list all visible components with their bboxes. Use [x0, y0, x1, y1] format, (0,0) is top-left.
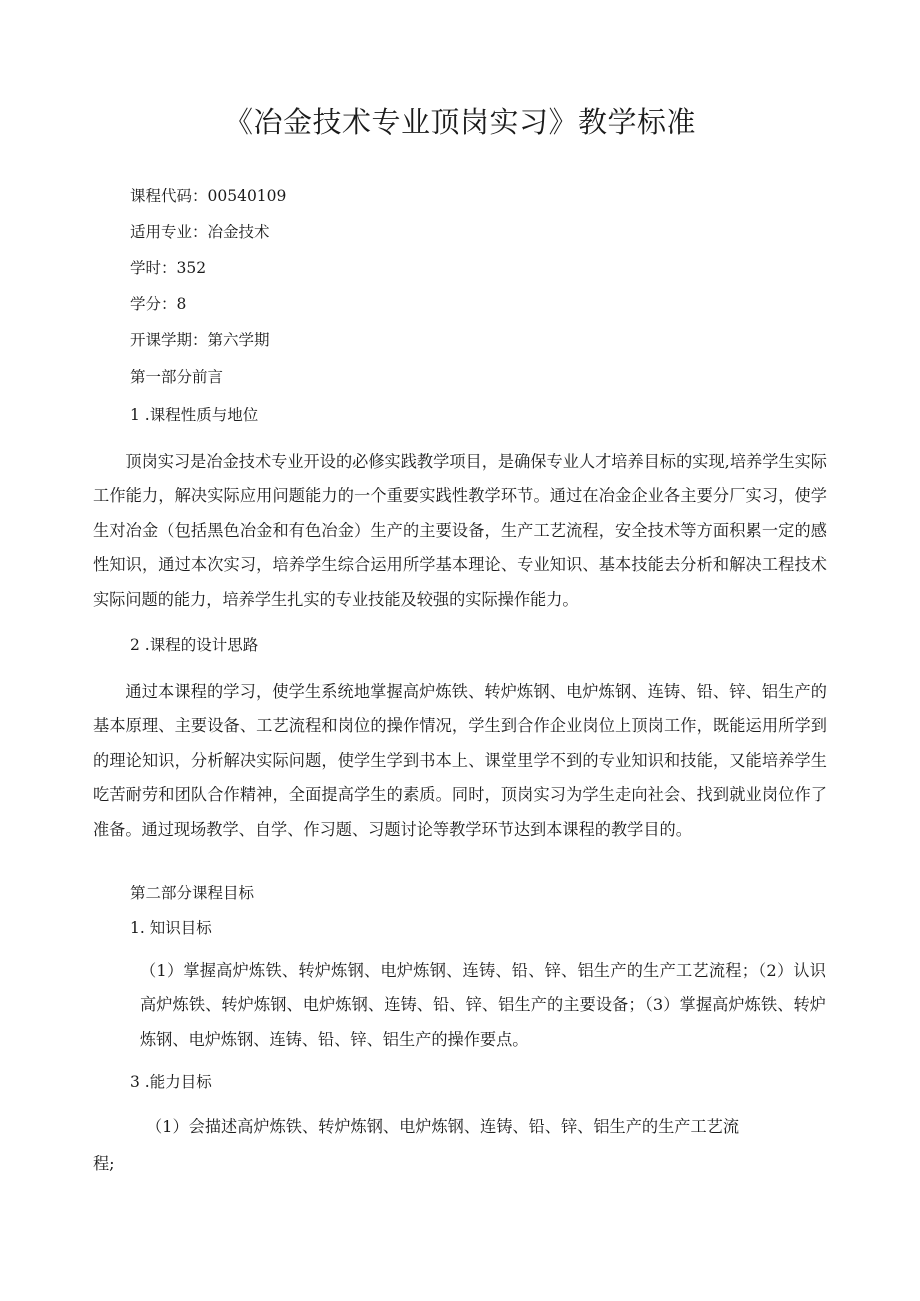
section1-heading: 1 .课程性质与地位 [130, 406, 259, 424]
section2-heading: 2 .课程的设计思路 [130, 636, 259, 654]
part1-heading: 第一部分前言 [130, 368, 224, 386]
part2-heading: 第二部分课程目标 [130, 884, 255, 902]
semester: 开课学期：第六学期 [130, 331, 270, 349]
class-hours: 学时：352 [130, 259, 207, 277]
course-nature-paragraph: 顶岗实习是冶金技术专业开设的必修实践教学项目，是确保专业人才培养目标的实现,培养学生实际工作能力，解决实际应用问题能力的一个重要实践性教学环节。通过在冶金企业各主要分厂实习，使学生对冶金（包括黑色冶金和有色冶金）生产的主要设备，生产工艺流程，安全技术等方面积累一定的感性知识，通过本次实习，培养学生综合运用所学基本理论、专业知识、基本技能去分析和解决工程技术实际问题的能力，培养学生扎实的专业技能及较强的实际操作能力。 [93, 452, 827, 609]
ability-goal-heading: 3 .能力目标 [130, 1073, 212, 1091]
knowledge-goal-heading: 1. 知识目标 [130, 919, 212, 937]
ability-goal-line1: （1）会描述高炉炼铁、转炉炼钢、电炉炼钢、连铸、铅、锌、铝生产的生产工艺流 [146, 1117, 740, 1136]
document-title: 《冶金技术专业顶岗实习》教学标准 [223, 105, 696, 139]
credits: 学分：8 [130, 295, 187, 313]
course-code: 课程代码：00540109 [130, 187, 287, 205]
applicable-major: 适用专业：冶金技术 [130, 223, 270, 241]
knowledge-goal-paragraph: （1）掌握高炉炼铁、转炉炼钢、电炉炼钢、连铸、铅、锌、铝生产的生产工艺流程；（2）认识高炉炼铁、转炉炼钢、电炉炼钢、连铸、铅、锌、铝生产的主要设备；（3）掌握高炉炼铁、转炉炼钢、电炉炼钢、连铸、铅、锌、铝生产的操作要点。 [140, 961, 826, 1049]
design-idea-paragraph: 通过本课程的学习，使学生系统地掌握高炉炼铁、转炉炼钢、电炉炼钢、连铸、铅、锌、铝生产的基本原理、主要设备、工艺流程和岗位的操作情况，学生到合作企业岗位上顶岗工作，既能运用所学到的理论知识，分析解决实际问题，使学生学到书本上、课堂里学不到的专业知识和技能，又能培养学生吃苦耐劳和团队合作精神，全面提高学生的素质。同时，顶岗实习为学生走向社会、找到就业岗位作了准备。通过现场教学、自学、作习题、习题讨论等教学环节达到本课程的教学目的。 [93, 682, 827, 839]
ability-goal-line2: 程; [93, 1154, 115, 1173]
